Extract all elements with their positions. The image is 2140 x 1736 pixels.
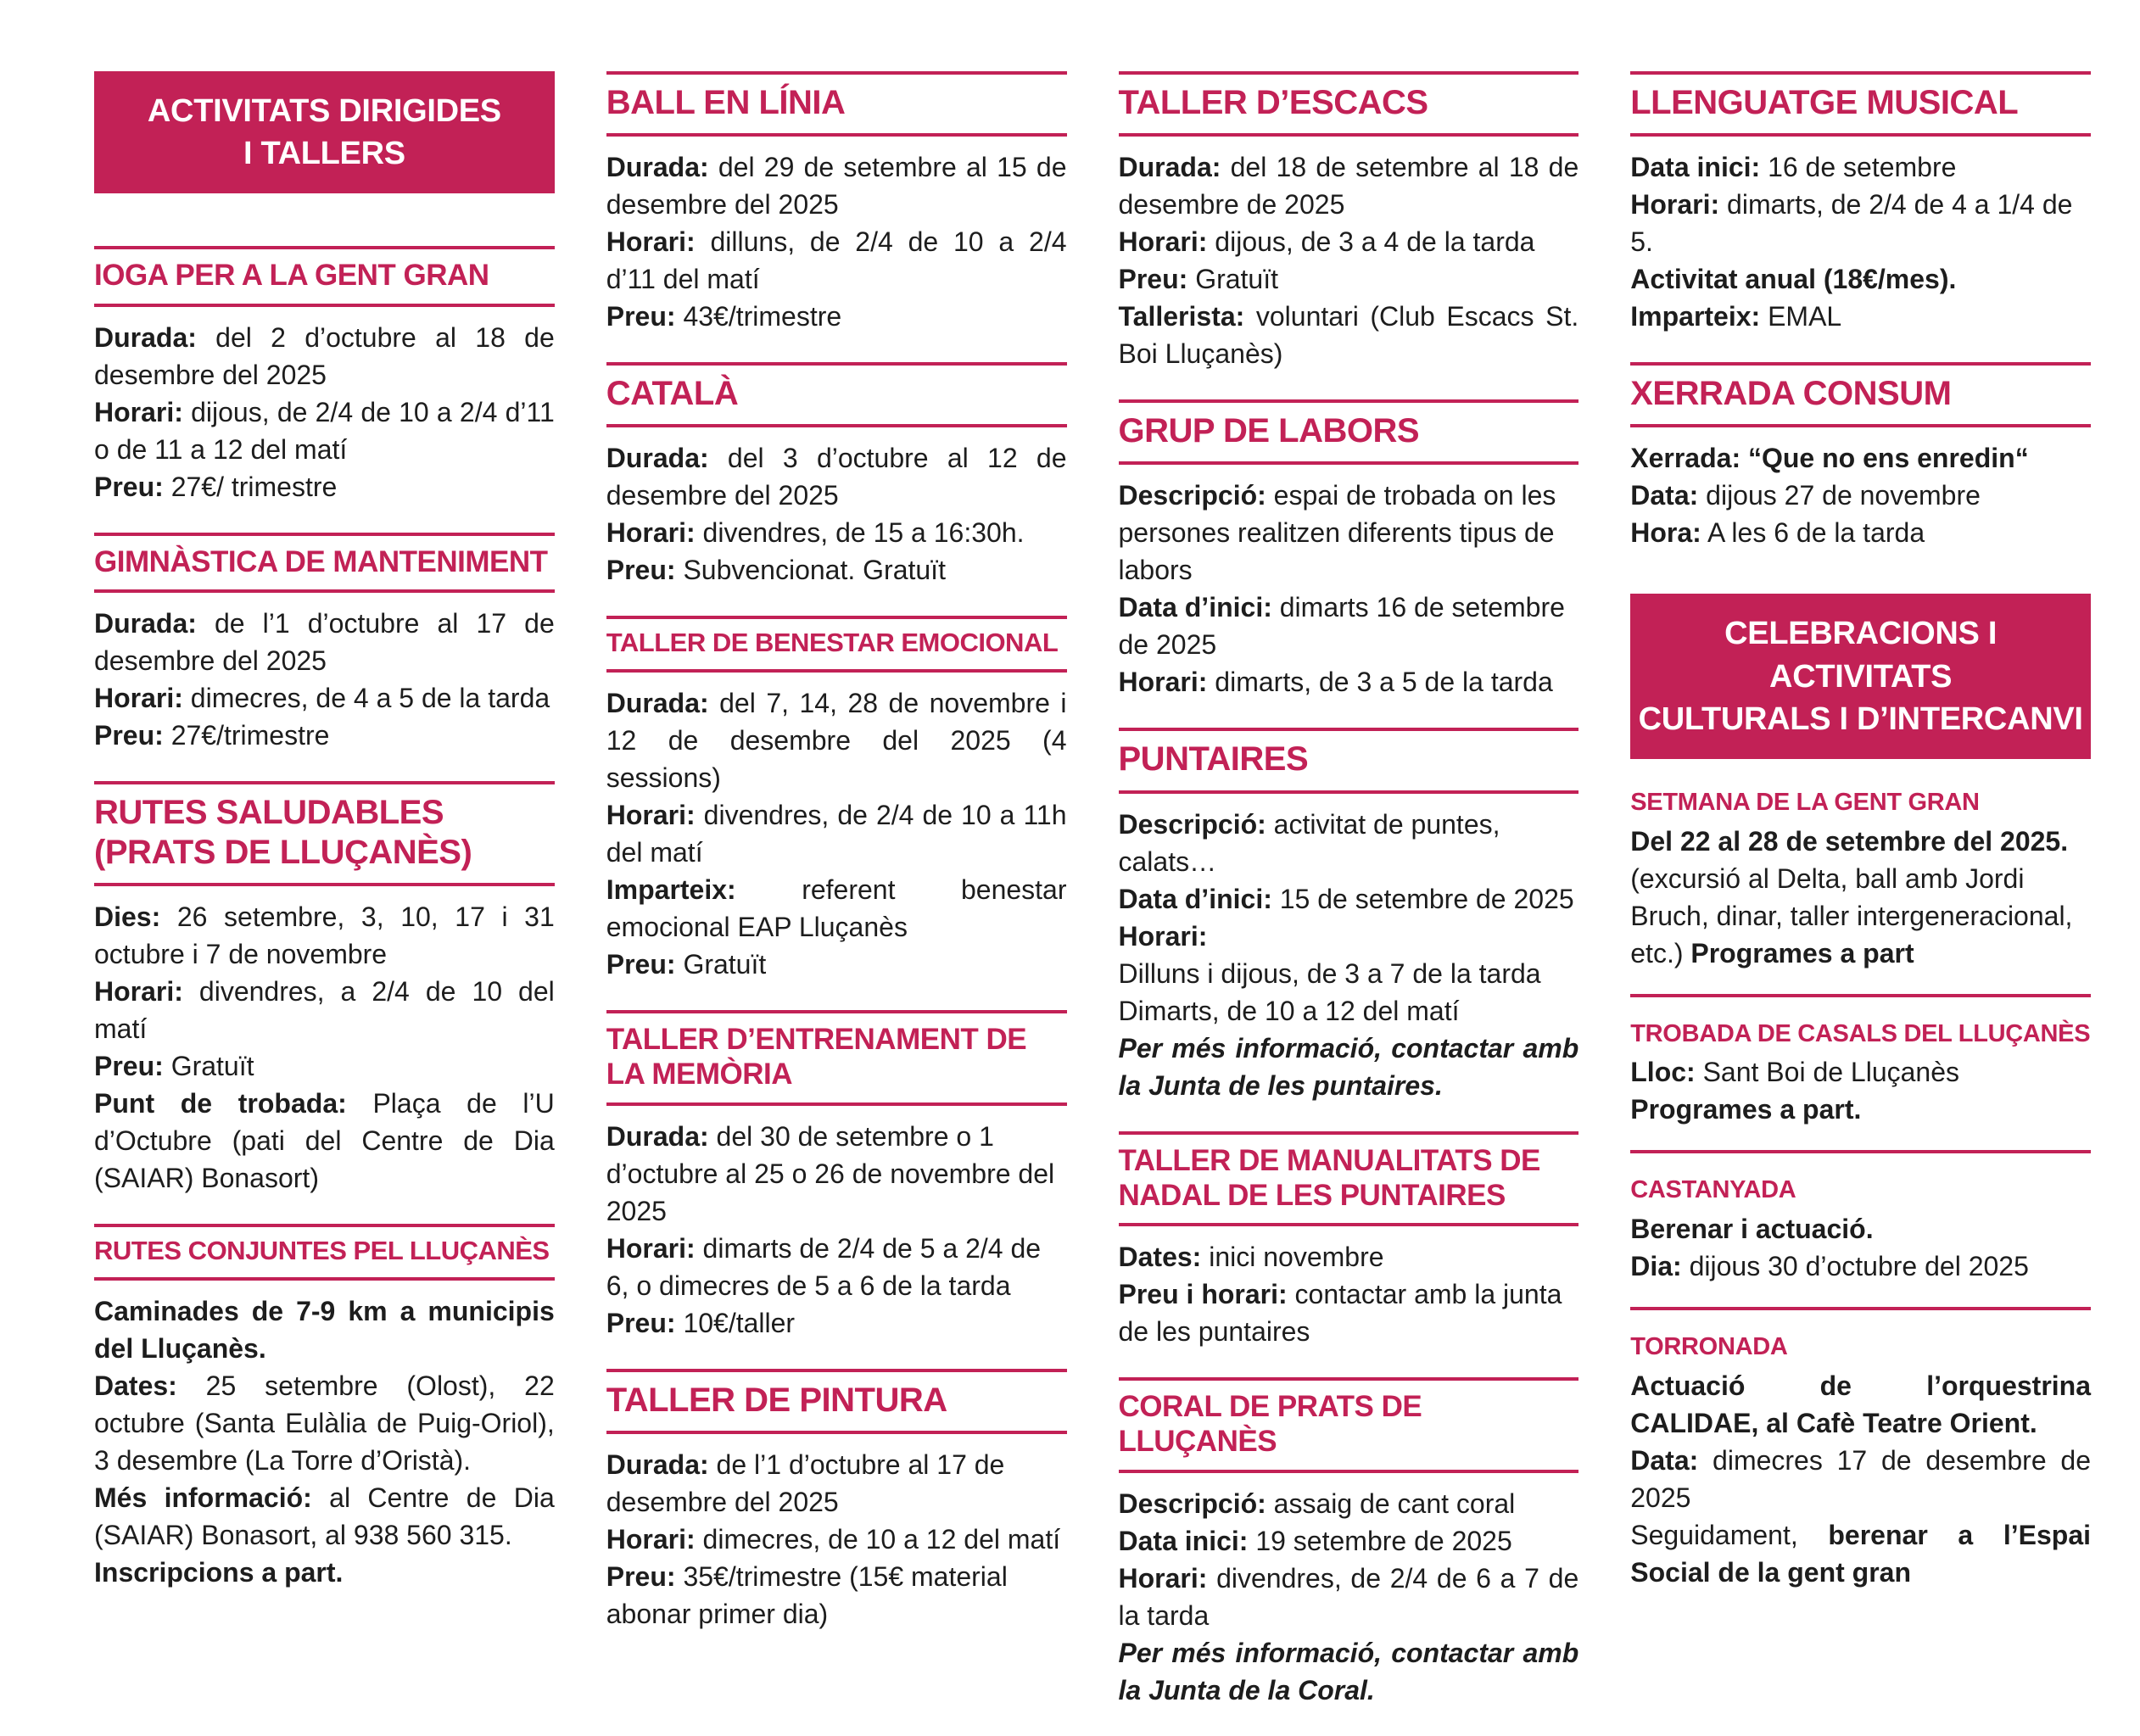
field-label: Data d’inici: (1118, 883, 1272, 914)
para-preu (606, 1558, 1067, 1633)
field-value: dimarts, de 3 a 5 de la tarda (1207, 667, 1553, 698)
section-puntaires-body (1119, 806, 1579, 1104)
para-tallerista (1119, 298, 1579, 372)
field-value: espai de trobada on les persones realitzen diferents tipus de labors (1118, 480, 1556, 586)
field-value: dimecres 17 de desembre de 2025 (1630, 1445, 2091, 1514)
para-data-inici (1119, 1522, 1579, 1560)
para-xerrada (1630, 439, 2091, 477)
field-label: Data inici: (1118, 1525, 1249, 1556)
para-dates (1119, 1238, 1579, 1275)
section-labors (1119, 399, 1579, 701)
section-manualitats-nadal-title: TALLER DE MANUALITATS DE NADAL DE LES PUNTAIRES (1119, 1131, 1579, 1227)
field-label: Horari: (606, 1523, 696, 1555)
section-escacs-title: TALLER D’ESCACS (1119, 71, 1579, 137)
field-value: voluntari (Club Escacs St. Boi Lluçanès) (1118, 301, 1579, 370)
subsection-torronada-title: TORRONADA (1630, 1333, 1788, 1361)
para-durada (606, 148, 1067, 223)
para-horari (606, 796, 1067, 871)
subsection-castanyada (1630, 1175, 2091, 1285)
field-label: Horari: (1118, 920, 1208, 952)
field-label: Inscripcions a part. (94, 1556, 344, 1588)
field-value: dimecres, de 4 a 5 de la tarda (182, 682, 550, 713)
field-label: Lloc: (1630, 1057, 1696, 1088)
para-horari (94, 394, 555, 468)
field-label: Dies: (94, 901, 161, 933)
section-rutes-saludables-body (94, 898, 555, 1197)
field-label: Data: (1630, 1445, 1699, 1476)
section-pintura-title: TALLER DE PINTURA (606, 1369, 1067, 1434)
field-label: Imparteix: (1630, 301, 1761, 332)
divider-rule (1630, 1307, 2091, 1310)
header-box-line: CULTURALS I D’INTERCANVI (1638, 701, 2083, 737)
section-escacs (1119, 71, 1579, 372)
para-horari (606, 1230, 1067, 1304)
field-value: Seguidament, (1630, 1520, 1829, 1551)
field-label: Preu: (606, 555, 676, 586)
field-value: Gratuït (675, 948, 767, 980)
column-2 (606, 71, 1067, 1736)
para-horari (1630, 186, 2091, 260)
para-horari (606, 223, 1067, 298)
field-value: activitat de puntes, calats… (1118, 808, 1500, 877)
section-puntaires-title: PUNTAIRES (1119, 728, 1579, 793)
para-horari (1119, 223, 1579, 260)
para-caminades (94, 1292, 555, 1367)
field-value: Gratuït (1187, 264, 1278, 295)
field-label: Preu i horari: (1118, 1279, 1288, 1310)
section-labors-body (1119, 477, 1579, 701)
field-value: inici novembre (1201, 1242, 1384, 1273)
para-punt-trobada (94, 1085, 555, 1197)
field-label: Caminades de 7-9 km a municipis del Lluçanès. (94, 1295, 555, 1364)
field-value: Gratuït (163, 1051, 254, 1082)
field-label: Més informació: (94, 1482, 312, 1513)
para-activitat-anual (1630, 260, 2091, 298)
para-descripcio (1119, 1485, 1579, 1522)
field-label: Horari: (606, 517, 696, 549)
section-rutes-saludables-title: RUTES SALUDABLES (PRATS DE LLUÇANÈS) (94, 781, 555, 886)
field-value: Plaça de l’U d’Octubre (pati del Centre de Dia (SAIAR) Bonasort) (94, 1088, 555, 1194)
field-value: del 2 d’octubre al 18 de desembre del 2025 (94, 321, 555, 390)
field-label: Tallerista: (1118, 301, 1245, 332)
section-escacs-body (1119, 148, 1579, 372)
celebrations-header-box (1630, 594, 2091, 758)
field-label: Horari: (1118, 667, 1208, 698)
para-data (1630, 477, 2091, 514)
column-3 (1119, 71, 1579, 1736)
field-value: dijous 27 de novembre (1698, 480, 1981, 511)
field-label: Programes a part. (1630, 1094, 1862, 1125)
field-label: Horari: (1630, 189, 1720, 220)
section-coral-title: CORAL DE PRATS DE LLUÇANÈS (1119, 1377, 1579, 1473)
subsection-trobada-title: TROBADA DE CASALS DEL LLUÇANÈS (1630, 1019, 2091, 1047)
section-ioga (94, 246, 555, 505)
para-inscripcions (94, 1554, 555, 1591)
field-label: Preu: (606, 301, 676, 332)
divider-rule (1630, 994, 2091, 997)
field-label: Horari: (94, 396, 183, 427)
section-puntaires (1119, 728, 1579, 1103)
para-data (1630, 1442, 2091, 1516)
field-value: dimecres, de 10 a 12 del matí (695, 1523, 1061, 1555)
field-label: Horari: (1118, 226, 1208, 258)
field-label: Hora: (1630, 517, 1701, 549)
section-xerrada-consum-title: XERRADA CONSUM (1630, 362, 2091, 427)
field-label: Horari: (94, 682, 183, 713)
field-label: Data: (1630, 480, 1699, 511)
para-preu-horari (1119, 1275, 1579, 1350)
field-label: Dates: (1118, 1242, 1202, 1273)
header-box-line: ACTIVITATS DIRIGIDES (147, 93, 501, 129)
para-preu (1119, 260, 1579, 298)
field-value: EMAL (1760, 301, 1842, 332)
para-data-inici (1630, 148, 2091, 186)
field-label: Durada: (606, 1449, 709, 1480)
field-label: Durada: (606, 152, 709, 183)
field-value: 19 setembre de 2025 (1248, 1525, 1512, 1556)
field-value: divendres, de 15 a 16:30h. (695, 517, 1025, 549)
field-value: del 18 de setembre al 18 de desembre de 2025 (1118, 152, 1579, 220)
field-value: del 7, 14, 28 de novembre i 12 de desembre del 2025 (4 sessions) (606, 687, 1067, 793)
para-imparteix (606, 871, 1067, 946)
field-value: del 29 de setembre al 15 de desembre del 2025 (606, 152, 1067, 220)
section-catala-title: CATALÀ (606, 362, 1067, 427)
field-label: berenar a l’Espai Social de la gent gran (1630, 1520, 2092, 1588)
para-programes (1630, 1091, 2091, 1128)
field-label: Punt de trobada: (94, 1088, 347, 1119)
para-preu (606, 1304, 1067, 1342)
field-label: Durada: (94, 607, 197, 639)
para-durada (606, 1118, 1067, 1230)
section-gimnastica-body (94, 605, 555, 754)
field-value: dijous 30 d’octubre del 2025 (1681, 1251, 2029, 1282)
section-catala-body (606, 439, 1067, 589)
para-mes-informacio (1119, 1030, 1579, 1104)
para-preu (606, 946, 1067, 983)
para-mes-informacio (94, 1479, 555, 1554)
field-label: Preu: (1118, 264, 1188, 295)
section-llenguatge-musical (1630, 71, 2091, 335)
para-data-inici (1119, 589, 1579, 663)
field-value: dijous, de 2/4 de 10 a 2/4 d’11 o de 11 a 12 del matí (94, 396, 555, 465)
field-value: de l’1 d’octubre al 17 de desembre del 2025 (94, 607, 555, 676)
field-value: dimarts 16 de setembre de 2025 (1118, 592, 1565, 661)
field-value: divendres, de 2/4 de 10 a 11h del matí (606, 799, 1067, 868)
field-value: contactar amb la junta de les puntaires (1118, 1279, 1562, 1348)
section-labors-title: GRUP DE LABORS (1119, 399, 1579, 465)
section-memoria-title: TALLER D’ENTRENAMENT DE LA MEMÒRIA (606, 1010, 1067, 1106)
para-durada (94, 319, 555, 394)
para-dates (94, 1367, 555, 1479)
section-rutes-conjuntes (94, 1224, 555, 1591)
para-seguidament (1630, 1516, 2091, 1591)
field-label: Descripció: (1118, 480, 1266, 511)
field-value: 26 setembre, 3, 10, 17 i 31 octubre i 7 de novembre (94, 901, 555, 970)
field-value: assaig de cant coral (1266, 1488, 1516, 1519)
field-label: Preu: (94, 1051, 164, 1082)
para-imparteix (1630, 298, 2091, 335)
para-actuacio (1630, 1367, 2091, 1442)
section-catala (606, 362, 1067, 589)
section-manualitats-nadal (1119, 1131, 1579, 1351)
section-xerrada-consum-body (1630, 439, 2091, 551)
para-preu (94, 1047, 555, 1085)
field-label: Activitat anual (18€/mes). (1630, 264, 1957, 295)
section-memoria-body (606, 1118, 1067, 1342)
field-value: Dimarts, de 10 a 12 del matí (1118, 995, 1460, 1026)
field-value: dimarts de 2/4 de 5 a 2/4 de 6, o dimecres de 5 a 6 de la tarda (606, 1232, 1042, 1301)
field-label: Data inici: (1630, 152, 1761, 183)
section-ball-en-linia (606, 71, 1067, 335)
header-box-line: CELEBRACIONS I ACTIVITATS (1724, 616, 1998, 695)
para-durada (1119, 148, 1579, 223)
para-durada (606, 439, 1067, 514)
field-label: Actuació de l’orquestrina CALIDAE, al Cafè Teatre Orient. (1630, 1370, 2091, 1439)
field-value: (excursió al Delta, ball amb Jordi Bruch, dinar, taller intergeneracional, etc.) (1630, 862, 2073, 968)
field-label: Preu: (94, 471, 164, 502)
field-label: Horari: (606, 799, 696, 830)
field-label: Descripció: (1118, 808, 1266, 840)
divider-rule (1630, 1150, 2091, 1153)
para-horari-label (1119, 918, 1579, 955)
field-value: 27€/trimestre (163, 719, 330, 751)
section-memoria (606, 1010, 1067, 1342)
section-manualitats-nadal-body (1119, 1238, 1579, 1350)
field-label: Xerrada: “Que no ens enredin“ (1630, 443, 2029, 474)
field-value: Dilluns i dijous, de 3 a 7 de la tarda (1118, 957, 1541, 989)
field-label: Berenar i actuació. (1630, 1214, 1874, 1245)
para-durada (606, 684, 1067, 796)
para-durada (606, 1446, 1067, 1521)
para-dates (1630, 823, 2091, 860)
para-horari-line1 (1119, 955, 1579, 992)
field-label: Programes a part (1690, 937, 1914, 968)
section-coral (1119, 1377, 1579, 1709)
header-box-line: I TALLERS (243, 136, 405, 172)
section-ball-en-linia-body (606, 148, 1067, 335)
field-label: Durada: (606, 1120, 709, 1152)
para-preu (94, 468, 555, 505)
subsection-setmana (1630, 788, 2091, 972)
subsection-castanyada-title: CASTANYADA (1630, 1176, 1796, 1204)
field-label: Durada: (606, 687, 709, 718)
note-text: Per més informació, contactar amb la Junta de la Coral. (1118, 1637, 1579, 1705)
para-detall (1630, 860, 2091, 972)
para-horari (606, 514, 1067, 551)
field-value: Subvencionat. Gratuït (675, 555, 946, 586)
para-dies (94, 898, 555, 973)
field-value: 16 de setembre (1760, 152, 1957, 183)
field-value: referent benestar emocional EAP Lluçanès (606, 874, 1067, 942)
para-preu (606, 298, 1067, 335)
field-label: Imparteix: (606, 874, 736, 905)
field-label: Horari: (1118, 1562, 1208, 1594)
field-label: Preu: (606, 948, 676, 980)
field-label: Del 22 al 28 de setembre del 2025. (1630, 825, 2069, 857)
field-value: Sant Boi de Lluçanès (1695, 1057, 1960, 1088)
field-value: dijous, de 3 a 4 de la tarda (1207, 226, 1535, 258)
para-horari (1119, 1560, 1579, 1634)
field-value: de l’1 d’octubre al 17 de desembre del 2025 (606, 1449, 1005, 1517)
para-horari-line2 (1119, 992, 1579, 1030)
para-mes-informacio (1119, 1634, 1579, 1709)
para-lloc (1630, 1053, 2091, 1091)
field-label: Durada: (94, 321, 197, 353)
para-berenar (1630, 1210, 2091, 1248)
field-label: Dates: (94, 1370, 177, 1401)
field-value: 10€/taller (675, 1307, 796, 1338)
section-pintura-body (606, 1446, 1067, 1633)
field-value: del 30 de setembre o 1 d’octubre al 25 o 26 de novembre del 2025 (606, 1120, 1055, 1226)
para-horari (606, 1521, 1067, 1558)
field-value: 25 setembre (Olost), 22 octubre (Santa Eulàlia de Puig-Oriol), 3 desembre (La Torre d’Oristà). (94, 1370, 555, 1476)
section-rutes-conjuntes-title: RUTES CONJUNTES PEL LLUÇANÈS (94, 1224, 555, 1281)
section-llenguatge-musical-body (1630, 148, 2091, 335)
subsection-torronada (1630, 1332, 2091, 1591)
field-value: al Centre de Dia (SAIAR) Bonasort, al 938 560 315. (94, 1482, 555, 1550)
field-value: 15 de setembre de 2025 (1271, 883, 1574, 914)
para-preu (606, 551, 1067, 589)
section-llenguatge-musical-title: LLENGUATGE MUSICAL (1630, 71, 2091, 137)
field-label: Dia: (1630, 1251, 1682, 1282)
activities-header-box (94, 71, 555, 193)
section-xerrada-consum (1630, 362, 2091, 551)
field-value: 27€/ trimestre (163, 471, 338, 502)
column-1 (94, 71, 555, 1736)
para-horari (94, 973, 555, 1047)
field-value: 35€/trimestre (15€ material abonar primer dia) (606, 1560, 1008, 1629)
field-label: Horari: (94, 976, 183, 1008)
field-label: Preu: (606, 1307, 676, 1338)
para-horari (94, 679, 555, 717)
para-descripcio (1119, 806, 1579, 880)
field-label: Descripció: (1118, 1488, 1266, 1519)
field-value: 43€/trimestre (675, 301, 842, 332)
field-label: Preu: (94, 719, 164, 751)
section-gimnastica-title: GIMNÀSTICA DE MANTENIMENT (94, 533, 555, 593)
field-label: Horari: (606, 1232, 696, 1264)
field-label: Data d’inici: (1118, 592, 1272, 623)
section-coral-body (1119, 1485, 1579, 1709)
section-ioga-body (94, 319, 555, 505)
field-value: del 3 d’octubre al 12 de desembre del 2025 (606, 443, 1067, 511)
subsection-setmana-title: SETMANA DE LA GENT GRAN (1630, 788, 1980, 816)
section-rutes-saludables (94, 781, 555, 1197)
section-ball-en-linia-title: BALL EN LÍNIA (606, 71, 1067, 137)
column-4 (1630, 71, 2091, 1736)
para-horari (1119, 663, 1579, 701)
note-text: Per més informació, contactar amb la Junta de les puntaires. (1118, 1032, 1579, 1101)
section-pintura (606, 1369, 1067, 1633)
para-dia (1630, 1248, 2091, 1285)
field-label: Horari: (606, 226, 696, 258)
subsection-trobada (1630, 1019, 2091, 1129)
section-rutes-conjuntes-body (94, 1292, 555, 1591)
field-label: Preu: (606, 1560, 676, 1592)
field-label: Durada: (1118, 152, 1221, 183)
section-benestar-emocional-title: TALLER DE BENESTAR EMOCIONAL (606, 616, 1067, 673)
para-hora (1630, 514, 2091, 551)
field-value: divendres, a 2/4 de 10 del matí (94, 976, 555, 1045)
field-value: A les 6 de la tarda (1701, 517, 1925, 549)
field-value: dilluns, de 2/4 de 10 a 2/4 d’11 del matí (606, 226, 1067, 295)
field-value: divendres, de 2/4 de 6 a 7 de la tarda (1118, 1562, 1579, 1631)
para-data-inici (1119, 880, 1579, 918)
para-descripcio (1119, 477, 1579, 589)
para-preu (94, 717, 555, 754)
para-durada (94, 605, 555, 679)
field-label: Durada: (606, 443, 709, 474)
field-value: dimarts, de 2/4 de 4 a 1/4 de 5. (1630, 189, 2073, 258)
section-benestar-emocional (606, 616, 1067, 983)
section-benestar-emocional-body (606, 684, 1067, 983)
section-gimnastica (94, 533, 555, 754)
section-ioga-title: IOGA PER A LA GENT GRAN (94, 246, 555, 306)
